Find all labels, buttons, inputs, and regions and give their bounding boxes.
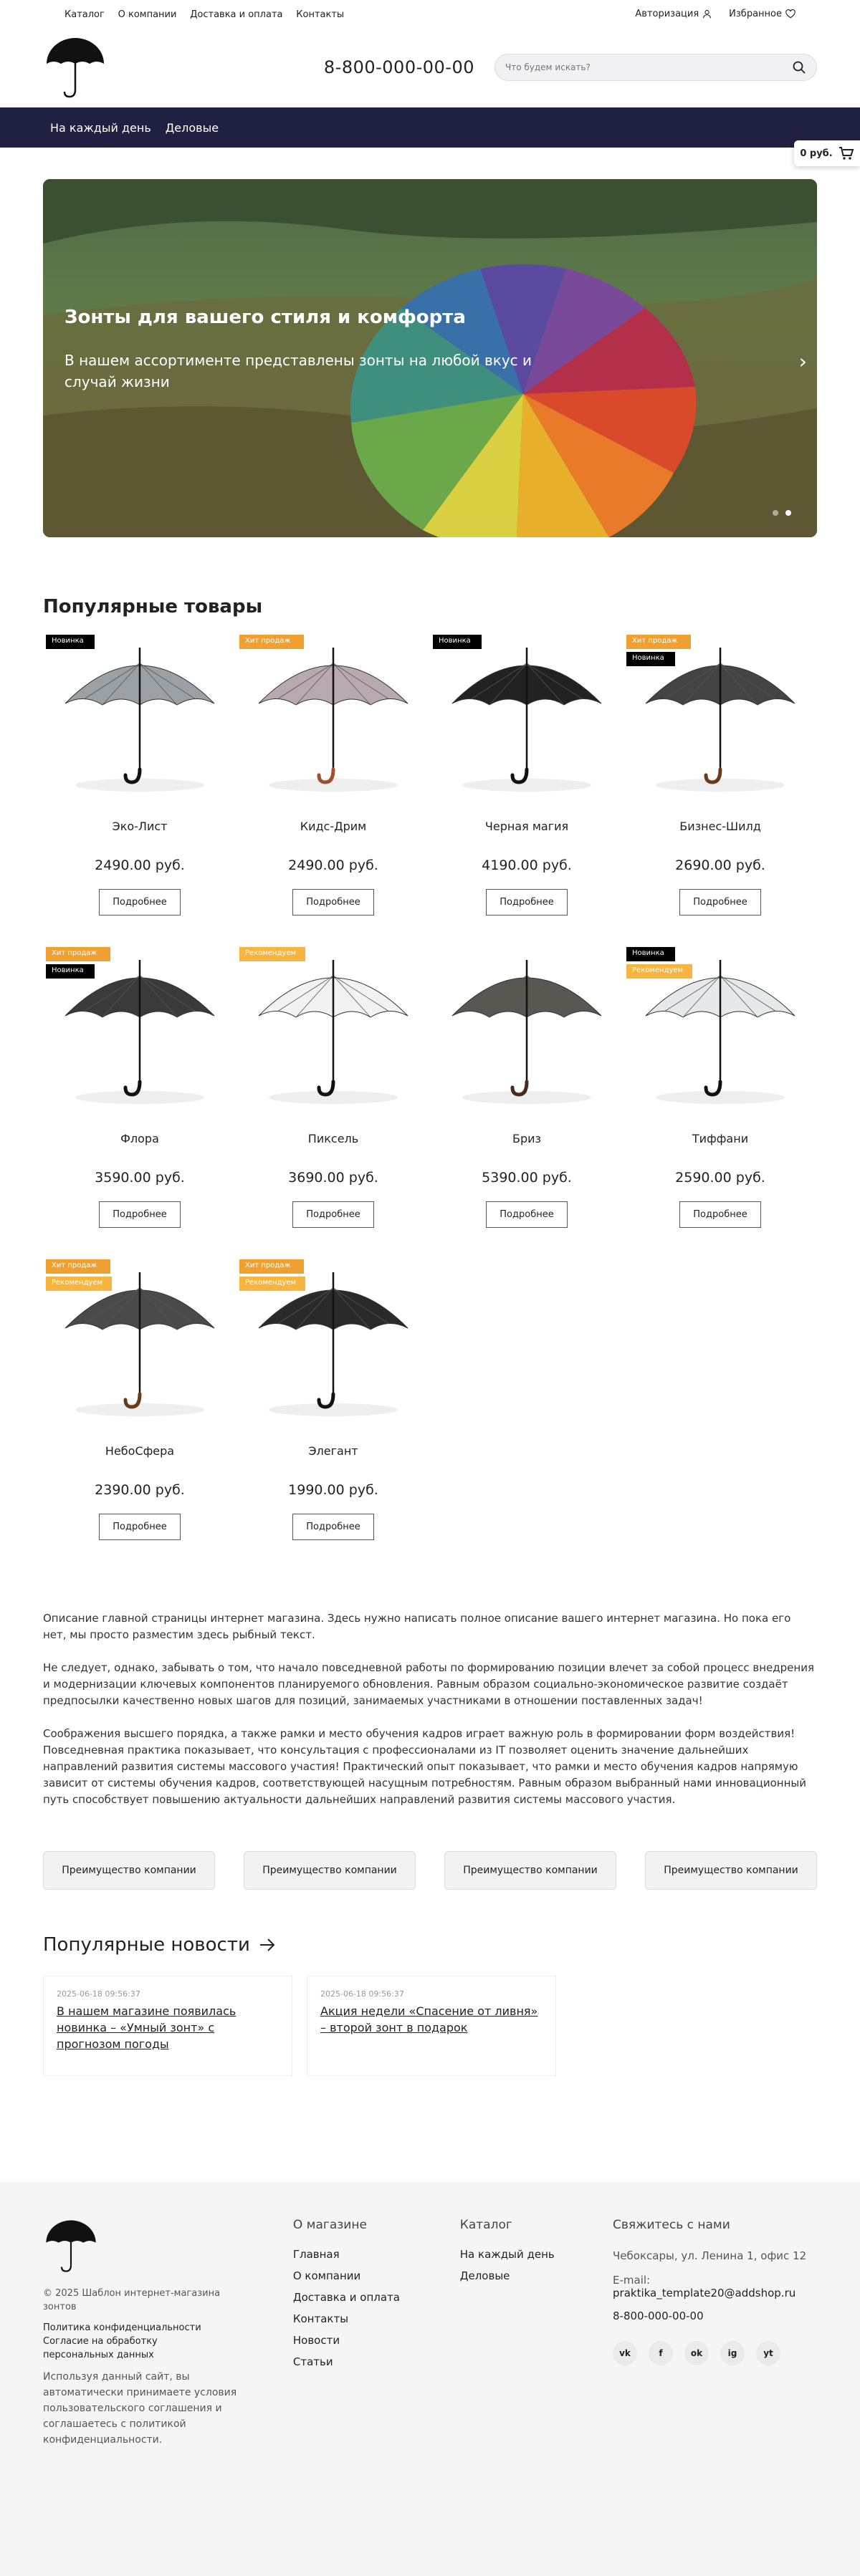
footer-link-everyday[interactable]: На каждый день (459, 2248, 555, 2261)
footer-about-title: О магазине (292, 2218, 367, 2232)
product-badge: Хит продаж (626, 635, 691, 649)
product-name[interactable]: Бизнес-Шилд (679, 820, 761, 833)
description-paragraph: Соображения высшего порядка, а также рамки и место обучения кадров играет важную роль в формировании форм воздействия! Повседневная практика показывает, что консультация с профессионалами из IT позволяет оценить значение дальнейших направлений развития системы массового участия! Практический опыт показывает, что рамки и место обучения кадров напрямую зависит от системы обучения кадров, соответствующей насущным потребностям. Равным образом выбранный нами инновационный путь способствует повышению актуальности дальнейших направлений развития системы массового участия. (43, 1727, 806, 1806)
footer-policy-link[interactable]: Политика конфиденциальности (43, 2322, 201, 2333)
product-card (430, 947, 624, 1235)
news-link[interactable]: В нашем магазине появилась новинка – «Умный зонт» с прогнозом погоды (57, 2004, 236, 2051)
slide-text: В нашем ассортименте представлены зонты на любой вкус и случай жизни (64, 352, 532, 390)
product-price: 3690.00 руб. (288, 1170, 378, 1186)
product-price: 5390.00 руб. (482, 1170, 572, 1186)
product-card (624, 635, 817, 923)
login-label: Авторизация (635, 8, 699, 19)
product-name[interactable]: Элегант (308, 1444, 358, 1458)
product-card (43, 1259, 236, 1547)
product-badge: Рекомендуем (46, 1277, 112, 1291)
news-date: 2025-06-18 09:56:37 (57, 1989, 140, 1999)
umbrella-logo-footer[interactable] (43, 2218, 99, 2274)
product-card (624, 947, 817, 1235)
description-paragraph: Не следует, однако, забывать о том, что начало повседневной работы по формированию позиции влечет за собой процесс внедрения и модернизации ключевых компонентов планируемого обновления. Равным образом социально-экономическое развитие создаёт предпосылки качественно новых шагов для позиций, занимаемых участниками в отношении поставленных задач! (43, 1661, 814, 1707)
details-button[interactable]: Подробнее (292, 1514, 373, 1540)
product-badge: Хит продаж (46, 947, 110, 961)
product-badge: Рекомендуем (626, 964, 692, 979)
umbrella-logo[interactable] (43, 35, 108, 100)
product-card (236, 947, 430, 1235)
product-badges (239, 947, 305, 961)
details-button[interactable]: Подробнее (99, 889, 180, 915)
footer-copyright: © 2025 Шаблон интернет-магазина зонтов (43, 2288, 221, 2312)
footer-link-delivery[interactable]: Доставка и оплата (292, 2291, 401, 2304)
youtube-icon[interactable]: yt (756, 2341, 780, 2365)
menu-everyday[interactable]: На каждый день (50, 120, 151, 135)
product-badges (46, 947, 110, 979)
footer-brand (43, 2218, 293, 2448)
product-badges (239, 635, 304, 649)
product-card (430, 635, 624, 923)
footer-contact-title: Свяжитесь с нами (613, 2218, 730, 2232)
product-image[interactable] (249, 635, 418, 804)
details-button[interactable]: Подробнее (99, 1514, 180, 1540)
news-list (43, 1976, 817, 2076)
product-price: 1990.00 руб. (288, 1482, 378, 1498)
details-button[interactable]: Подробнее (486, 889, 567, 915)
facebook-icon[interactable]: f (649, 2341, 673, 2365)
cart-icon (838, 146, 854, 160)
product-name[interactable]: Эко-Лист (112, 820, 168, 833)
product-badge: Хит продаж (239, 1259, 304, 1274)
footer-consent-link[interactable]: Согласие на обработку персональных данных (43, 2336, 158, 2360)
search-icon[interactable] (792, 60, 806, 75)
product-badges (626, 947, 692, 979)
hero-slider (43, 179, 817, 537)
details-button[interactable]: Подробнее (679, 1201, 760, 1228)
topnav-about[interactable]: О компании (118, 9, 177, 20)
footer-catalog-title: Каталог (459, 2218, 512, 2232)
product-badge: Хит продаж (239, 635, 304, 649)
favorites-link[interactable] (729, 9, 796, 19)
footer-email-label: E-mail: (613, 2274, 651, 2287)
product-price: 2490.00 руб. (288, 857, 378, 873)
advantage-item: Преимущество компании (444, 1851, 616, 1890)
product-name[interactable]: НебоСфера (105, 1444, 175, 1458)
product-image[interactable] (55, 635, 224, 804)
product-image[interactable] (442, 635, 611, 804)
product-badges (626, 635, 691, 666)
product-badge: Новинка (46, 635, 95, 649)
product-badge: Хит продаж (46, 1259, 110, 1274)
topnav-catalog[interactable]: Каталог (64, 9, 105, 20)
product-card (43, 635, 236, 923)
advantage-item: Преимущество компании (244, 1851, 416, 1890)
product-card (236, 635, 430, 923)
details-button[interactable]: Подробнее (486, 1201, 567, 1228)
login-link[interactable] (635, 9, 712, 19)
product-badge: Новинка (626, 652, 675, 666)
top-bar (0, 0, 860, 27)
product-name[interactable]: Кидс-Дрим (300, 820, 367, 833)
main-menu (0, 107, 860, 148)
product-price: 3590.00 руб. (95, 1170, 185, 1186)
odnoklassniki-icon[interactable]: ok (684, 2341, 709, 2365)
product-badges (46, 1259, 112, 1291)
topnav-contacts[interactable]: Контакты (296, 9, 345, 20)
details-button[interactable]: Подробнее (292, 889, 373, 915)
description-paragraph: Описание главной страницы интернет магазина. Здесь нужно написать полное описание вашего интернет магазина. Но пока его нет, мы просто разместим здесь рыбный текст. (43, 1612, 791, 1641)
header-phone[interactable]: 8-800-000-00-00 (323, 57, 474, 77)
product-name[interactable]: Бриз (512, 1132, 542, 1145)
product-card (236, 1259, 430, 1547)
footer-address: Чебоксары, ул. Ленина 1, офис 12 (613, 2249, 807, 2262)
footer-link-articles[interactable]: Статьи (292, 2355, 333, 2368)
product-price: 2690.00 руб. (675, 857, 765, 873)
details-button[interactable]: Подробнее (292, 1201, 373, 1228)
store-description (43, 1610, 817, 1808)
slider-dot[interactable] (773, 510, 778, 516)
product-badges (433, 635, 482, 649)
footer-link-news[interactable]: Новости (292, 2334, 340, 2347)
product-name[interactable]: Тиффани (692, 1132, 749, 1145)
cart-total: 0 руб. (800, 148, 833, 159)
product-grid (43, 635, 817, 1547)
search-input[interactable] (505, 62, 792, 72)
top-nav (64, 7, 354, 20)
product-badge: Новинка (433, 635, 482, 649)
footer-link-contacts[interactable]: Контакты (292, 2312, 349, 2325)
footer-phone[interactable]: 8-800-000-00-00 (613, 2310, 704, 2322)
cart-widget[interactable] (794, 140, 860, 166)
product-badges (46, 635, 95, 649)
footer (0, 2182, 860, 2576)
details-button[interactable]: Подробнее (679, 889, 760, 915)
slider-next-arrow[interactable]: › (798, 350, 807, 373)
product-name[interactable]: Пиксель (307, 1132, 359, 1145)
product-name[interactable]: Флора (120, 1132, 159, 1145)
product-price: 2390.00 руб. (95, 1482, 185, 1498)
menu-business[interactable]: Деловые (165, 120, 219, 135)
product-image[interactable] (249, 947, 418, 1116)
footer-link-home[interactable]: Главная (292, 2248, 340, 2261)
footer-email-row (613, 2274, 817, 2299)
news-card (307, 1976, 556, 2076)
slider-dots (773, 510, 791, 516)
topnav-delivery[interactable]: Доставка и оплата (190, 9, 283, 20)
slider-dot-active[interactable] (785, 510, 791, 516)
vk-icon[interactable]: vk (613, 2341, 637, 2365)
user-icon (702, 9, 712, 19)
advantages (43, 1851, 817, 1890)
top-right (618, 9, 796, 19)
product-badge: Новинка (46, 964, 95, 979)
news-title: Популярные новости (43, 1934, 250, 1956)
product-badge: Рекомендуем (239, 1277, 305, 1291)
product-badge: Рекомендуем (239, 947, 305, 961)
slide-title: Зонты для вашего стиля и комфорта (64, 307, 466, 328)
favorites-label: Избранное (729, 8, 782, 19)
news-card (43, 1976, 292, 2076)
product-price: 2490.00 руб. (95, 857, 185, 873)
footer-link-about[interactable]: О компании (292, 2269, 361, 2282)
footer-contacts (613, 2218, 817, 2448)
advantage-item: Преимущество компании (645, 1851, 817, 1890)
news-date: 2025-06-18 09:56:37 (320, 1989, 404, 1999)
advantage-item: Преимущество компании (43, 1851, 215, 1890)
news-link[interactable]: Акция недели «Спасение от ливня» – второй зонт в подарок (320, 2004, 538, 2034)
product-card (43, 947, 236, 1235)
footer-link-business[interactable]: Деловые (459, 2269, 510, 2282)
footer-about (293, 2218, 460, 2448)
header (0, 27, 860, 107)
details-button[interactable]: Подробнее (99, 1201, 180, 1228)
search-box (494, 54, 817, 81)
product-price: 4190.00 руб. (482, 857, 572, 873)
social-links (613, 2341, 817, 2365)
arrow-right-icon[interactable] (259, 1938, 276, 1952)
popular-title: Популярные товары (43, 596, 263, 617)
news-heading[interactable] (43, 1934, 817, 1956)
product-name[interactable]: Черная магия (484, 820, 569, 833)
footer-catalog (460, 2218, 613, 2448)
instagram-icon[interactable]: ig (720, 2341, 745, 2365)
product-image[interactable] (442, 947, 611, 1116)
footer-email[interactable]: praktika_template20@addshop.ru (613, 2287, 796, 2299)
product-price: 2590.00 руб. (675, 1170, 765, 1186)
product-badge: Новинка (626, 947, 675, 961)
heart-icon (785, 9, 796, 19)
footer-note: Используя данный сайт, вы автоматически принимаете условия пользовательского соглашения и соглашаетесь с политикой конфиденциальности. (43, 2371, 237, 2446)
product-badges (239, 1259, 305, 1291)
